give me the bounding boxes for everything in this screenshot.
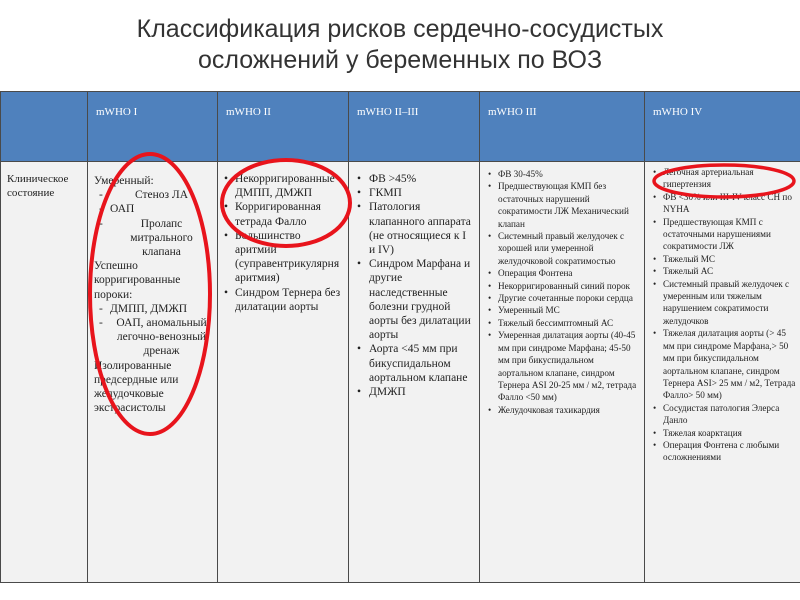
list-item: • Тяжелый бессимптомный АС <box>486 317 640 329</box>
list-item: • Аорта <45 мм при бикуспидальном аортальном клапане <box>355 342 475 385</box>
list-item: • Тяжелый МС <box>651 253 796 265</box>
row-label-clinical-state: Клиническое состояние <box>1 162 88 583</box>
header-mwho-4: mWHO IV <box>645 92 800 162</box>
list-item: • ФВ 30-45% <box>486 168 640 180</box>
mwho-1-corrected-heading: Успешно корригированные пороки: <box>94 260 181 301</box>
list-item: • Операция Фонтена с любыми осложнениями <box>651 439 796 464</box>
list-item: • Синдром Марфана и другие наследственные болезни грудной аорты без дилатации аорты <box>355 257 475 342</box>
list-item: • Системный правый желудочек с умеренным или тяжелым нарушением сократимости желудочков <box>651 278 796 328</box>
list-item: • ДМЖП <box>355 385 475 399</box>
list-item: • Желудочковая тахикардия <box>486 404 640 416</box>
cell-mwho-3 <box>480 162 645 583</box>
list-item: - Пролапс митрального клапана <box>94 217 213 260</box>
list-item: • Корригированная тетрада Фалло <box>222 200 344 228</box>
cell-mwho-1 <box>88 162 218 583</box>
mwho-2-3-list <box>355 172 475 399</box>
list-item: • ФВ >45% <box>355 172 475 186</box>
list-item: • Большинство аритмий (суправентрикулярня аритмия) <box>222 229 344 286</box>
slide-title-line-2: осложнений у беременных по ВОЗ <box>197 46 603 74</box>
list-item: • Патология клапанного аппарата (не относящиеся к I и IV) <box>355 200 475 257</box>
cell-mwho-2 <box>218 162 349 583</box>
list-item: • Умеренная дилатация аорты (40-45 мм при синдроме Марфана; 45-50 мм при бикуспидальном аортальном клапане, синдром Тернера ASI 20-25 мм / м2, тетрада Фалло <50 мм) <box>486 329 640 403</box>
list-item: - ДМПП, ДМЖП <box>94 302 213 316</box>
list-item: • Системный правый желудочек с хорошей или умеренной желудочковой сократимостью <box>486 230 640 267</box>
mwho-2-list <box>222 172 344 314</box>
cell-mwho-2-3 <box>349 162 480 583</box>
header-mwho-1: mWHO I <box>88 92 218 162</box>
mwho-3-list <box>486 168 640 416</box>
list-item: • Некорригированные ДМПП, ДМЖП <box>222 172 344 200</box>
mwho-1-intro: Умеренный: <box>94 175 154 187</box>
list-item: • Тяжелая коарктация <box>651 427 796 439</box>
slide-title <box>0 14 800 76</box>
list-item: • Тяжелая дилатация аорты (> 45 мм при синдроме Марфана,> 50 мм при бикуспидальном аортальном клапане, синдром Тернера ASI> 25 мм / м2, Тетрада Фалло> 50 мм) <box>651 327 796 401</box>
slide-title-line-1: Классификация рисков сердечно-сосудистых <box>136 15 664 43</box>
cell-mwho-4 <box>645 162 800 583</box>
list-item: • ГКМП <box>355 186 475 200</box>
mwho-1-extrasystoles: Изолированные предсердные или желудочковые экстрасистолы <box>94 359 179 415</box>
header-corner <box>1 92 88 162</box>
list-item: • Умеренный МС <box>486 304 640 316</box>
mwho-4-list <box>651 166 796 464</box>
list-item: • ФВ <30% или III-IV класс СН по NYHA <box>651 191 796 216</box>
list-item: • Другие сочетанные пороки сердца <box>486 292 640 304</box>
list-item: • Некорригированный синий порок <box>486 280 640 292</box>
list-item: • Сосудистая патология Элерса Данло <box>651 402 796 427</box>
list-item: • Операция Фонтена <box>486 267 640 279</box>
header-mwho-2: mWHO II <box>218 92 349 162</box>
header-mwho-3: mWHO III <box>480 92 645 162</box>
list-item: • Тяжелый АС <box>651 265 796 277</box>
table-row <box>1 162 800 583</box>
mwho-1-list-corrected <box>94 302 213 359</box>
list-item: • Предшествующая КМП с остаточными нарушениями сократимости ЛЖ <box>651 216 796 253</box>
list-item: - Стеноз ЛА <box>94 188 213 202</box>
list-item: - ОАП, аномальный легочно-венозный дренаж <box>94 316 213 359</box>
who-risk-table <box>0 91 800 583</box>
list-item: • Легочная артериальная гипертензия <box>651 166 796 191</box>
header-mwho-2-3: mWHO II–III <box>349 92 480 162</box>
list-item: • Синдром Тернера без дилатации аорты <box>222 286 344 314</box>
list-item: - ОАП <box>94 202 213 216</box>
list-item: • Предшествующая КМП без остаточных нарушений сократимости ЛЖ Механический клапан <box>486 180 640 230</box>
table-header-row <box>1 92 800 162</box>
mwho-1-list-mild <box>94 188 213 259</box>
